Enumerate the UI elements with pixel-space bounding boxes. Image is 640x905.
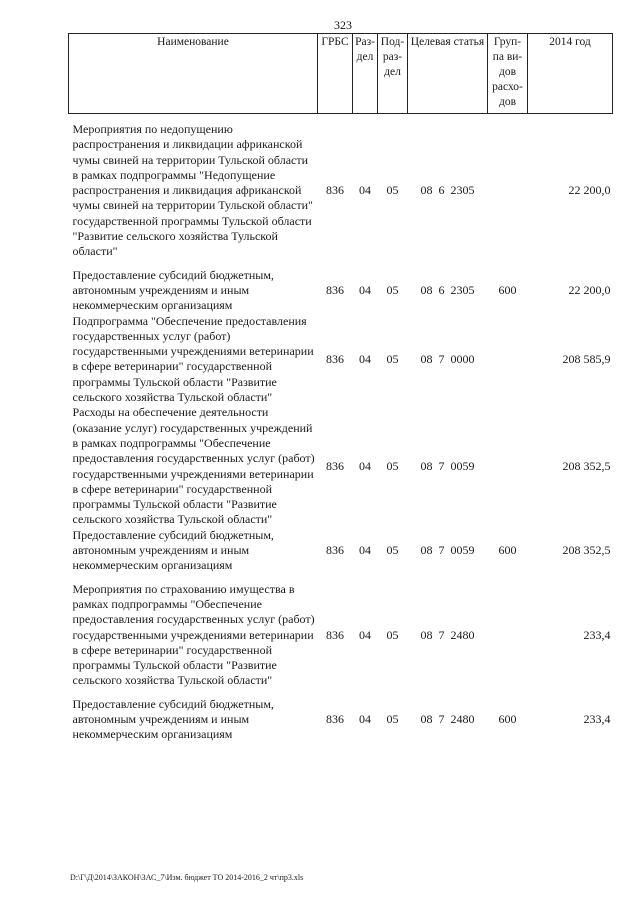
row-amount: 208 352,5 (562, 543, 611, 558)
table-row (69, 268, 613, 314)
row-grbs: 836 (326, 282, 344, 297)
row-gruppa: 600 (498, 282, 517, 297)
table-row (69, 122, 613, 260)
row-grbs: 836 (326, 351, 344, 366)
row-podrazdel: 05 (386, 282, 399, 297)
row-celevaya: 08 7 2480 (420, 711, 475, 726)
row-amount: 233,4 (583, 627, 611, 642)
header-name: Наименование (69, 34, 318, 114)
row-amount: 233,4 (583, 711, 611, 726)
row-grbs: 836 (326, 183, 344, 198)
row-name: Предоставление субсидий бюджетным, автономным учреждениям и иным некоммерческим организациям (72, 267, 274, 313)
table-row (69, 528, 613, 574)
row-razdel: 04 (359, 183, 371, 198)
row-celevaya: 08 7 0059 (420, 458, 475, 473)
header-grbs: ГРБС (318, 34, 353, 114)
row-name: Подпрограмма "Обеспечение предоставления государственных услуг (работ) государственными учреждениями ветеринарии в сфере ветеринарии" государственной программы Тульской области "Развитие сельского хозяйства Тульской области" (72, 313, 314, 405)
row-name: Предоставление субсидий бюджетным, автономным учреждениям и иным некоммерческим организациям (72, 527, 274, 573)
row-razdel: 04 (359, 351, 371, 366)
table-row (69, 582, 613, 689)
row-gruppa (488, 405, 528, 527)
header-razdel: Раз-дел (353, 34, 378, 114)
row-grbs: 836 (326, 711, 344, 726)
header-year: 2014 год (528, 34, 613, 114)
row-grbs: 836 (326, 458, 344, 473)
row-razdel: 04 (359, 282, 371, 297)
row-name: Мероприятия по страхованию имущества в рамках подпрограммы "Обеспечение предоставления государственных услуг (работ) государственными учреждениями ветеринарии в сфере ветеринарии" государственной программы Тульской области "Развитие сельского хозяйства Тульской области" (72, 581, 315, 688)
row-celevaya: 08 7 0059 (420, 543, 475, 558)
row-celevaya: 08 7 2480 (420, 627, 475, 642)
row-name: Расходы на обеспечение деятельности (оказание услуг) государственных учреждений в рамках подпрограммы "Обеспечение предоставления государственных услуг (работ) государственными учреждениями ветеринарии в сфере ветеринарии" государственной программы Тульской области "Развитие сельского хозяйства Тульской области" (72, 405, 315, 527)
row-name: Предоставление субсидий бюджетным, автономным учреждениям и иным некоммерческим организациям (72, 696, 274, 742)
file-path-footer: D:\Г\Д\2014\ЗАКОН\ЗАС_7\Изм. бюджет ТО 2014-2016_2 чт\пр3.xls (70, 873, 304, 882)
header-celevaya: Целевая статья (408, 34, 488, 114)
table-row (69, 314, 613, 406)
header-podrazdel: Под-раз-дел (378, 34, 408, 114)
table-row (69, 697, 613, 743)
row-razdel: 04 (359, 627, 371, 642)
row-podrazdel: 05 (386, 183, 399, 198)
row-gruppa: 600 (498, 711, 517, 726)
row-gruppa: 600 (498, 543, 517, 558)
row-podrazdel: 05 (386, 543, 399, 558)
row-amount: 22 200,0 (568, 282, 611, 297)
row-gruppa (488, 314, 528, 406)
row-podrazdel: 05 (386, 627, 399, 642)
row-amount: 208 585,9 (562, 351, 611, 366)
row-razdel: 04 (359, 543, 371, 558)
row-razdel: 04 (359, 458, 371, 473)
row-celevaya: 08 6 2305 (420, 183, 475, 198)
row-podrazdel: 05 (386, 711, 399, 726)
header-gruppa: Груп-па ви-дов расхо-дов (488, 34, 528, 114)
row-name: Мероприятия по недопущению распространения и ликвидации африканской чумы свиней на территории Тульской области в рамках подпрограммы "Недопущение распространения и ликвидация африканской чумы свиней на территории Тульской области" государственной программы Тульской области "Развитие сельского хозяйства Тульской области" (72, 122, 313, 259)
row-gruppa (488, 582, 528, 689)
row-celevaya: 08 7 0000 (420, 351, 475, 366)
row-gruppa (488, 122, 528, 260)
row-podrazdel: 05 (386, 458, 399, 473)
table-row (69, 405, 613, 527)
page-number: 323 (334, 18, 352, 32)
row-celevaya: 08 6 2305 (420, 282, 475, 297)
row-razdel: 04 (359, 711, 371, 726)
row-podrazdel: 05 (386, 351, 399, 366)
budget-table (68, 33, 613, 743)
row-grbs: 836 (326, 627, 344, 642)
row-amount: 208 352,5 (562, 458, 611, 473)
row-grbs: 836 (326, 543, 344, 558)
row-amount: 22 200,0 (568, 183, 611, 198)
table-header-row (69, 34, 613, 114)
